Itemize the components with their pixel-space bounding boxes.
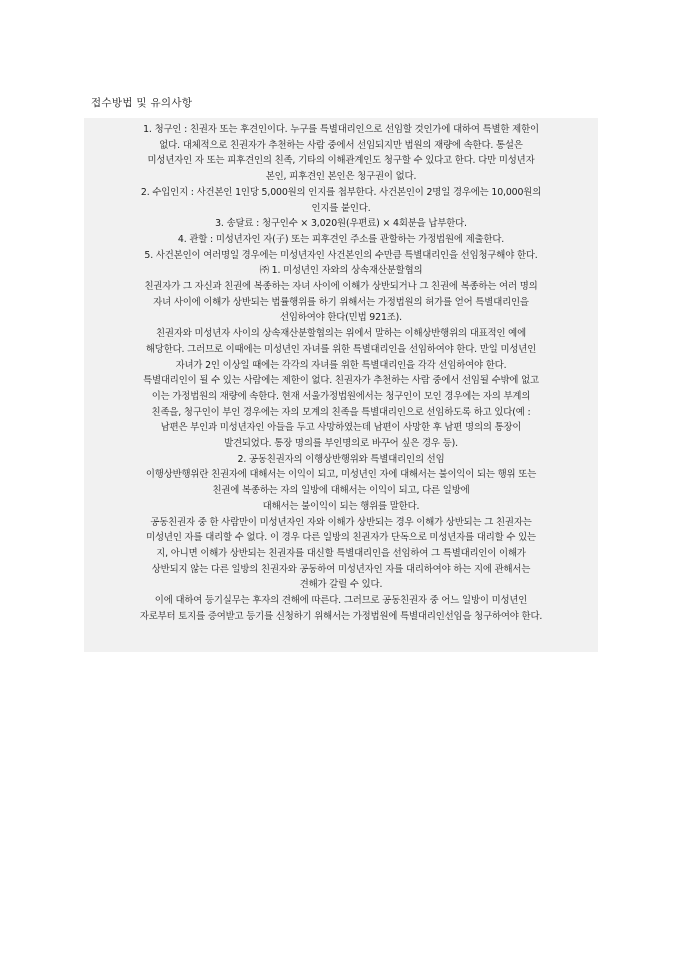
guide-text-line: 4. 관할 : 미성년자인 자(子) 또는 피후견인 주소를 관할하는 가정법원에 제출한다. xyxy=(177,233,505,245)
guide-text-line: 자녀 사이에 이해가 상반되는 법률행위를 하기 위해서는 가정법원의 허가를 얻어 특별대리인을 xyxy=(153,296,529,308)
guide-text-line: 발견되었다. 통장 명의를 부인명의로 바꾸어 싶은 경우 등). xyxy=(224,438,458,450)
guide-text-line: 2. 수입인지 : 사건본인 1인당 5,000원의 인지를 첩부한다. 사건본인이 2명일 경우에는 10,000원의 xyxy=(140,186,542,198)
guide-text-line: 이에 대하여 등기실무는 후자의 견해에 따른다. 그러므로 공동친권자 중 어느 일방이 미성년인 xyxy=(154,595,528,607)
guide-text-line: 친권에 복종하는 자의 일방에 대해서는 이익이 되고, 다른 일방에 xyxy=(212,485,470,497)
guide-text-line: 인지를 붙인다. xyxy=(311,202,371,214)
guide-text-line: 5. 사건본인이 여러명일 경우에는 미성년자인 사건본인의 수만큼 특별대리인을 선임청구해야 한다. xyxy=(144,249,538,261)
guide-text-line: 특별대리인이 될 수 있는 사람에는 제한이 없다. 친권자가 추천하는 사람 중에서 선임될 수밖에 없고 xyxy=(143,375,539,387)
guide-text-line: 해당한다. 그러므로 이때에는 미성년인 자녀를 위한 특별대리인을 선임하여야 한다. 만일 미성년인 xyxy=(145,343,537,355)
guide-text-line: 친권자와 미성년자 사이의 상속재산분할협의는 위에서 말하는 이해상반행위의 대표적인 예에 xyxy=(156,328,526,340)
guide-text-line: 미성년인 자를 대리할 수 없다. 이 경우 다른 일방의 친권자가 단독으로 미성년자를 대리할 수 있는 xyxy=(146,532,536,544)
guide-text-line: 지, 아니면 이해가 상반되는 친권자를 대신할 특별대리인을 선임하여 그 특별대리인이 이해가 xyxy=(156,547,526,559)
guide-text-panel xyxy=(84,118,598,652)
guide-text-line: 이는 가정법원의 재량에 속한다. 현재 서울가정법원에서는 청구인이 모인 경우에는 자의 부계의 xyxy=(151,390,531,402)
guide-text-line: 자로부터 토지를 증여받고 등기를 신청하기 위해서는 가정법원에 특별대리인선임을 청구하여야 한다. xyxy=(139,610,543,622)
guide-text-line: 친권자가 그 자신과 친권에 복종하는 자녀 사이에 이해가 상반되거나 그 친권에 복종하는 여러 명의 xyxy=(144,281,538,293)
section-heading: 접수방법 및 유의사항 xyxy=(91,97,193,109)
guide-text-line: 2. 공동친권자의 이행상반행위와 특별대리인의 선임 xyxy=(237,453,445,465)
guide-text-line: ㈜ 1. 미성년인 자와의 상속재산분할협의 xyxy=(259,265,423,277)
guide-text-line: 3. 송달료 : 청구인수 × 3,020원(우편료) × 4회분을 납부한다. xyxy=(215,218,467,230)
guide-text-line: 남편은 부인과 미성년자인 아들을 두고 사망하였는데 남편이 사망한 후 남편 명의의 통장이 xyxy=(160,422,522,434)
guide-text-line: 없다. 대체적으로 친권자가 추천하는 사람 중에서 선임되지만 법원의 재량에 속한다. 통설은 xyxy=(159,139,523,151)
guide-text-line: 견해가 갈릴 수 있다. xyxy=(299,579,383,591)
guide-text-line: 공동친권자 중 한 사람만이 미성년자인 자와 이해가 상반되는 경우 이해가 상반되는 그 친권자는 xyxy=(150,516,532,528)
guide-text-line: 친족을, 청구인이 부인 경우에는 자의 모계의 친족을 특별대리인으로 선임하도록 하고 있다(예 : xyxy=(151,406,531,418)
guide-text-line: 선임하여야 한다(민법 921조). xyxy=(279,312,402,324)
guide-text-line: 미성년자인 자 또는 피후견인의 친족, 기타의 이해관계인도 청구할 수 있다고 한다. 다만 미성년자 xyxy=(147,155,535,167)
guide-text-line: 대해서는 불이익이 되는 행위를 말한다. xyxy=(262,500,420,512)
guide-text-line: 상반되지 않는 다른 일방의 친권자와 공동하여 미성년자인 자를 대리하여야 하는 지에 관해서는 xyxy=(151,563,531,575)
guide-text-line: 자녀가 2인 이상일 때에는 각각의 자녀를 위한 특별대리인을 각각 선임하여야 한다. xyxy=(175,359,507,371)
guide-text-line: 본인, 피후견인 본인은 청구권이 없다. xyxy=(265,171,417,183)
guide-text-line: 1. 청구인 : 친권자 또는 후견인이다. 누구를 특별대리인으로 선임할 것인가에 대하여 특별한 제한이 xyxy=(143,124,539,135)
guide-text-line: 이행상반행위란 친권자에 대해서는 이익이 되고, 미성년인 자에 대해서는 불이익이 되는 행위 또는 xyxy=(145,469,537,481)
